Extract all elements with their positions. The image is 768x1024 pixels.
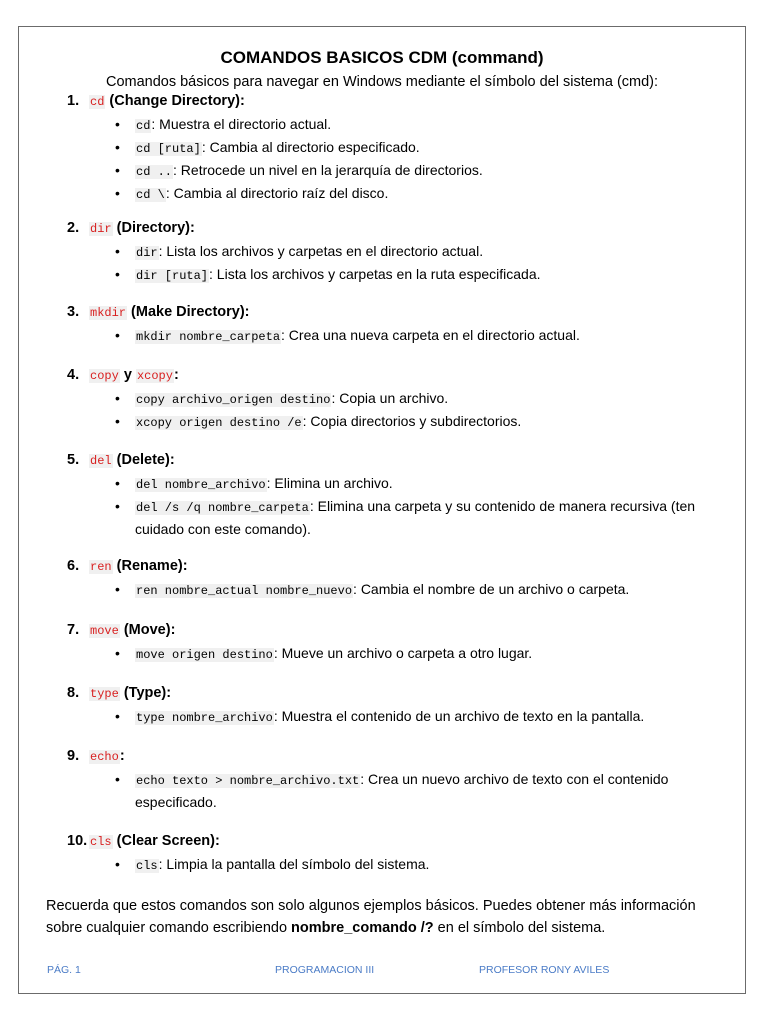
- code-snippet: type nombre_archivo: [136, 711, 273, 725]
- item-number: 3.: [67, 304, 80, 320]
- usage-list: [67, 473, 725, 540]
- usage-item: [67, 854, 725, 877]
- usage-description: : Cambia el nombre de un archivo o carpeta.: [353, 581, 630, 597]
- heading-connector: y: [119, 367, 136, 383]
- usage-list: [67, 388, 725, 434]
- usage-description: : Lista los archivos y carpetas en la ruta especificada.: [209, 266, 541, 282]
- usage-item: [67, 579, 725, 602]
- code-snippet: dir [ruta]: [136, 269, 209, 283]
- code-snippet: cd \: [136, 188, 165, 202]
- command-description: (Type):: [119, 685, 172, 701]
- code-snippet: xcopy origen destino /e: [136, 416, 302, 430]
- usage-list: [67, 854, 725, 877]
- usage-item: [67, 241, 725, 264]
- usage-list: [67, 325, 725, 348]
- command-description: (Move):: [119, 622, 176, 638]
- closing-paragraph: [46, 895, 723, 939]
- command-description: (Rename):: [112, 558, 188, 574]
- command-description: (Change Directory):: [105, 93, 245, 109]
- command-description: (Make Directory):: [127, 304, 250, 320]
- item-number: 4.: [67, 367, 80, 383]
- usage-list: [67, 114, 725, 206]
- usage-description: : Crea un nuevo archivo de texto con el contenido especificado.: [135, 771, 669, 810]
- usage-item: [67, 137, 725, 160]
- command-heading: [89, 452, 175, 468]
- usage-item: [67, 264, 725, 287]
- document-title: COMANDOS BASICOS CDM (command): [220, 48, 544, 67]
- usage-item: [67, 325, 725, 348]
- command-name: copy: [90, 369, 119, 383]
- usage-description: : Muestra el directorio actual.: [151, 116, 332, 132]
- item-number: 9.: [67, 748, 80, 764]
- command-heading: [89, 367, 179, 383]
- code-snippet: mkdir nombre_carpeta: [136, 330, 281, 344]
- footer-page-number: PÁG. 1: [47, 964, 81, 976]
- usage-description: : Elimina un archivo.: [266, 475, 393, 491]
- item-number: 8.: [67, 685, 80, 701]
- usage-description: : Copia un archivo.: [331, 390, 449, 406]
- usage-item: [67, 388, 725, 411]
- usage-description: : Lista los archivos y carpetas en el directorio actual.: [158, 243, 484, 259]
- intro-paragraph: Comandos básicos para navegar en Windows mediante el símbolo del sistema (cmd):: [105, 74, 659, 90]
- command-name: cls: [90, 835, 112, 849]
- usage-list: [67, 643, 725, 666]
- command-heading: [89, 558, 188, 574]
- usage-description: : Cambia al directorio raíz del disco.: [165, 185, 389, 201]
- code-snippet: cd [ruta]: [136, 142, 201, 156]
- code-snippet: move origen destino: [136, 648, 273, 662]
- item-number: 7.: [67, 622, 80, 638]
- usage-list: [67, 241, 725, 287]
- usage-list: [67, 769, 725, 813]
- code-snippet: cd ..: [136, 165, 173, 179]
- usage-description: : Muestra el contenido de un archivo de texto en la pantalla.: [273, 708, 645, 724]
- command-description: (Directory):: [112, 220, 195, 236]
- usage-description: : Limpia la pantalla del símbolo del sistema.: [158, 856, 430, 872]
- usage-item: [67, 411, 725, 434]
- code-snippet: echo texto > nombre_archivo.txt: [136, 774, 360, 788]
- code-snippet: del /s /q nombre_carpeta: [136, 501, 309, 515]
- usage-description: : Copia directorios y subdirectorios.: [302, 413, 522, 429]
- usage-description: : Crea una nueva carpeta en el directorio actual.: [281, 327, 580, 343]
- usage-item: [67, 114, 725, 137]
- command-name: cd: [90, 95, 105, 109]
- command-heading: [89, 833, 220, 849]
- item-number: 10.: [67, 833, 88, 849]
- item-number: 2.: [67, 220, 80, 236]
- command-name: del: [90, 454, 112, 468]
- command-name: echo: [90, 750, 119, 764]
- usage-item: [67, 183, 725, 206]
- usage-item: [67, 473, 725, 496]
- command-heading: [89, 93, 245, 109]
- command-heading: [89, 304, 250, 320]
- closing-bold-command: nombre_comando /?: [291, 920, 434, 936]
- code-snippet: cls: [136, 859, 158, 873]
- usage-item: [67, 769, 725, 813]
- item-number: 6.: [67, 558, 80, 574]
- closing-text: Recuerda que estos comandos son solo algunos ejemplos básicos. Puedes obtener más información sobre cualquier comando escribiendo: [46, 898, 696, 936]
- command-description: (Delete):: [112, 452, 175, 468]
- command-heading: [89, 685, 171, 701]
- usage-list: [67, 579, 725, 602]
- usage-description: : Cambia al directorio especificado.: [201, 139, 420, 155]
- command-name: ren: [90, 560, 112, 574]
- item-number: 1.: [67, 93, 80, 109]
- command-description: (Clear Screen):: [112, 833, 220, 849]
- item-number: 5.: [67, 452, 80, 468]
- command-description: :: [119, 748, 125, 764]
- usage-description: : Mueve un archivo o carpeta a otro lugar.: [273, 645, 533, 661]
- command-name: move: [90, 624, 119, 638]
- document-page: [18, 26, 746, 994]
- command-description: :: [173, 367, 179, 383]
- usage-description: : Elimina una carpeta y su contenido de manera recursiva (ten cuidado con este comando).: [135, 498, 696, 537]
- command-heading: [89, 748, 125, 764]
- command-name: mkdir: [90, 306, 127, 320]
- code-snippet: copy archivo_origen destino: [136, 393, 331, 407]
- closing-text-end: en el símbolo del sistema.: [433, 920, 606, 936]
- usage-list: [67, 706, 725, 729]
- code-snippet: ren nombre_actual nombre_nuevo: [136, 584, 353, 598]
- footer-teacher: PROFESOR RONY AVILES: [479, 964, 610, 976]
- code-snippet: cd: [136, 119, 151, 133]
- command-heading: [89, 220, 195, 236]
- code-snippet: del nombre_archivo: [136, 478, 266, 492]
- usage-item: [67, 496, 725, 540]
- usage-item: [67, 643, 725, 666]
- command-name-secondary: xcopy: [136, 369, 173, 383]
- usage-description: : Retrocede un nivel en la jerarquía de directorios.: [173, 162, 483, 178]
- usage-item: [67, 160, 725, 183]
- usage-item: [67, 706, 725, 729]
- code-snippet: dir: [136, 246, 158, 260]
- command-heading: [89, 622, 175, 638]
- footer-course: PROGRAMACION III: [275, 964, 375, 976]
- command-name: dir: [90, 222, 112, 236]
- command-name: type: [90, 687, 119, 701]
